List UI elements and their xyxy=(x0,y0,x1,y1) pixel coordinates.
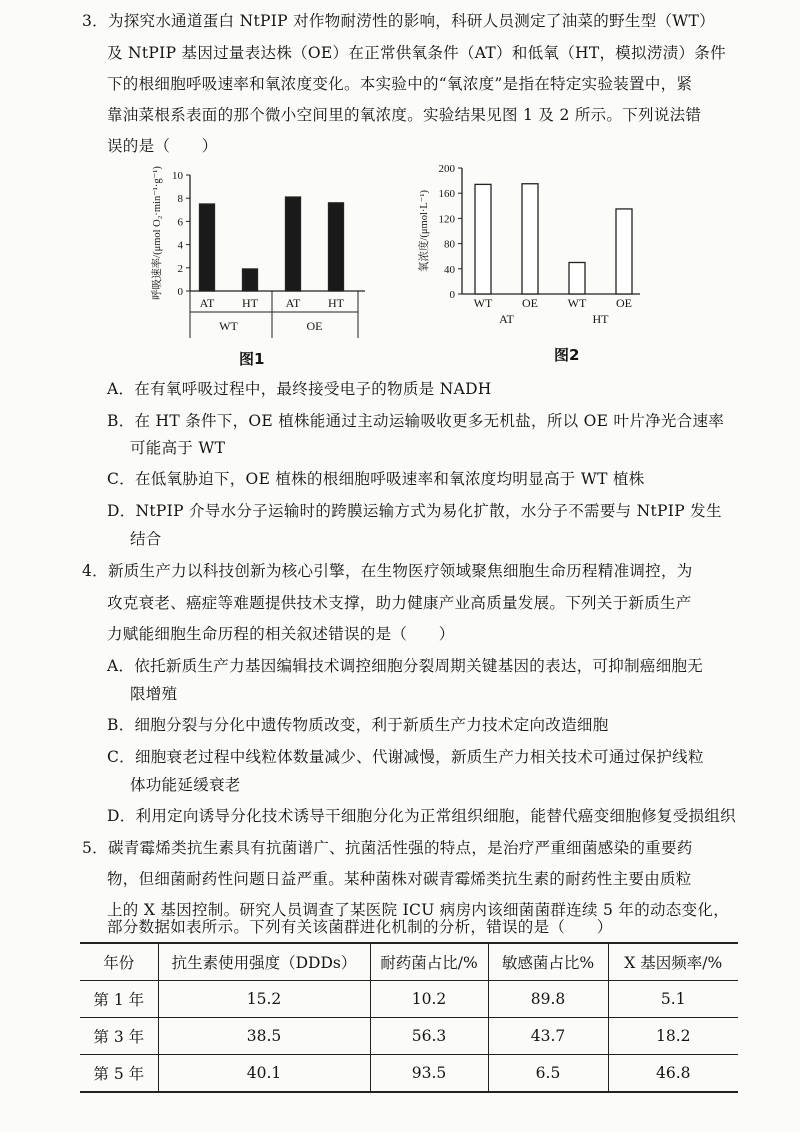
q3-stem-line-4: 靠油菜根系表面的那个微小空间里的氧浓度。实验结果见图 1 及 2 所示。下列说法错 xyxy=(107,106,702,124)
x-group-label: AT xyxy=(499,312,514,326)
q3-stem-line-2: 及 NtPIP 基因过量表达株（OE）在正常供氧条件（AT）和低氧（HT，模拟涝渍）条件 xyxy=(107,44,726,62)
x-category-label: OE xyxy=(616,296,632,310)
q3-stem-line-3: 下的根细胞呼吸速率和氧浓度变化。本实验中的“氧浓度”是指在特定实验装置中，紧 xyxy=(107,75,693,93)
x-category-label: HT xyxy=(328,296,344,310)
q4-stem-line-2: 攻克衰老、癌症等难题提供技术支撑，助力健康产业高质量发展。下列关于新质生产 xyxy=(107,594,692,612)
q3-option-c: C．在低氧胁迫下，OE 植株的根细胞呼吸速率和氧浓度均明显高于 WT 植株 xyxy=(107,470,645,488)
figure-2-oxygen-chart xyxy=(412,160,662,350)
figure-2-caption: 图2 xyxy=(554,346,580,364)
q4-stem-line-1: 4．新质生产力以科技创新为核心引擎，在生物医疗领域聚焦细胞生命历程精准调控，为 xyxy=(82,562,693,580)
table-cell: 第 3 年 xyxy=(80,1018,158,1055)
q4-option-c-line-1: C．细胞衰老过程中线粒体数量减少、代谢减慢，新质生产力相关技术可通过保护线粒 xyxy=(107,748,704,766)
table-cell: 5.1 xyxy=(608,981,738,1018)
q3-option-d-line-1: D．NtPIP 介导水分子运输时的跨膜运输方式为易化扩散，水分子不需要与 NtPIP 发生 xyxy=(107,502,722,520)
q5-stem-line-4: 部分数据如表所示。下列有关该菌群进化机制的分析，错误的是（ ） xyxy=(107,918,613,936)
x-category-label: AT xyxy=(285,296,301,310)
resistance-data-table xyxy=(80,942,738,1093)
x-category-label: OE xyxy=(522,296,538,310)
table-cell: 10.2 xyxy=(370,981,488,1018)
y-tick-label: 40 xyxy=(444,263,455,276)
bar xyxy=(522,184,538,294)
table-cell: 46.8 xyxy=(608,1055,738,1093)
q5-stem-line-1: 5．碳青霉烯类抗生素具有抗菌谱广、抗菌活性强的特点，是治疗严重细菌感染的重要药 xyxy=(82,839,693,857)
bar xyxy=(243,269,258,291)
table-cell: 38.5 xyxy=(158,1018,370,1055)
figure-1-caption: 图1 xyxy=(239,350,265,368)
table-header-cell: 年份 xyxy=(80,943,158,981)
q5-stem-line-3: 上的 X 基因控制。研究人员调查了某医院 ICU 病房内该细菌菌群连续 5 年的动态变化， xyxy=(107,901,730,919)
x-category-label: WT xyxy=(473,296,493,310)
y-axis-label: 氧浓度/(μmol·L⁻¹) xyxy=(419,190,430,272)
q3-option-a: A．在有氧呼吸过程中，最终接受电子的物质是 NADH xyxy=(107,380,492,398)
table-cell: 6.5 xyxy=(488,1055,608,1093)
table-row xyxy=(80,1018,738,1055)
bar xyxy=(569,263,585,295)
y-tick-label: 4 xyxy=(177,239,183,252)
q3-stem-line-5: 误的是（ ） xyxy=(107,137,218,155)
table-cell: 第 5 年 xyxy=(80,1055,158,1093)
bar xyxy=(329,203,344,291)
table-cell: 89.8 xyxy=(488,981,608,1018)
y-axis-label: 呼吸速率/(μmol O₂·min⁻¹·g⁻¹) xyxy=(152,166,163,300)
x-category-label: AT xyxy=(199,296,215,310)
bar xyxy=(616,209,632,294)
y-tick-label: 8 xyxy=(177,193,183,206)
table-cell: 43.7 xyxy=(488,1018,608,1055)
x-group-label: WT xyxy=(219,319,238,333)
table-cell: 56.3 xyxy=(370,1018,488,1055)
y-tick-label: 120 xyxy=(438,213,455,226)
table-header-row xyxy=(80,943,738,981)
q5-stem-line-2: 物，但细菌耐药性问题日益严重。某种菌株对碳青霉烯类抗生素的耐药性主要由质粒 xyxy=(107,870,692,888)
q3-option-b-line-1: B．在 HT 条件下，OE 植株能通过主动运输吸收更多无机盐，所以 OE 叶片净光合速率 xyxy=(107,412,725,430)
x-category-label: WT xyxy=(567,296,587,310)
y-tick-label: 200 xyxy=(438,163,455,175)
q3-stem-line-1: 3．为探究水通道蛋白 NtPIP 对作物耐涝性的影响，科研人员测定了油菜的野生型（WT） xyxy=(82,12,715,30)
table-cell: 93.5 xyxy=(370,1055,488,1093)
bar xyxy=(475,184,491,294)
table-cell: 40.1 xyxy=(158,1055,370,1093)
table-row xyxy=(80,1055,738,1093)
bar xyxy=(200,204,215,291)
table-cell: 18.2 xyxy=(608,1018,738,1055)
table-header-cell: 耐药菌占比/% xyxy=(370,943,488,981)
y-tick-label: 0 xyxy=(177,286,183,298)
x-group-label: HT xyxy=(592,312,609,326)
table-header-cell: X 基因频率/% xyxy=(608,943,738,981)
figure-1-respiration-chart xyxy=(150,160,380,350)
q3-option-b-line-2: 可能高于 WT xyxy=(130,439,226,457)
y-tick-label: 0 xyxy=(449,289,455,301)
table-row xyxy=(80,981,738,1018)
x-category-label: HT xyxy=(242,296,258,310)
bar xyxy=(286,197,301,291)
q4-option-b: B．细胞分裂与分化中遗传物质改变，利于新质生产力技术定向改造细胞 xyxy=(107,716,609,734)
table-cell: 第 1 年 xyxy=(80,981,158,1018)
q4-option-a-line-1: A．依托新质生产力基因编辑技术调控细胞分裂周期关键基因的表达，可抑制癌细胞无 xyxy=(107,657,704,675)
table-header-cell: 抗生素使用强度（DDDs） xyxy=(158,943,370,981)
y-tick-label: 160 xyxy=(438,188,455,201)
y-tick-label: 10 xyxy=(172,170,183,182)
table-header-cell: 敏感菌占比% xyxy=(488,943,608,981)
q4-stem-line-3: 力赋能细胞生命历程的相关叙述错误的是（ ） xyxy=(107,625,455,643)
table-cell: 15.2 xyxy=(158,981,370,1018)
y-tick-label: 80 xyxy=(444,238,455,251)
y-tick-label: 6 xyxy=(177,216,183,229)
y-tick-label: 2 xyxy=(177,262,183,275)
q4-option-c-line-2: 体功能延缓衰老 xyxy=(130,776,241,794)
q4-option-d: D．利用定向诱导分化技术诱导干细胞分化为正常组织细胞，能替代癌变细胞修复受损组织 xyxy=(107,807,736,825)
q3-option-d-line-2: 结合 xyxy=(130,530,162,548)
q4-option-a-line-2: 限增殖 xyxy=(130,685,178,703)
x-group-label: OE xyxy=(306,319,323,333)
